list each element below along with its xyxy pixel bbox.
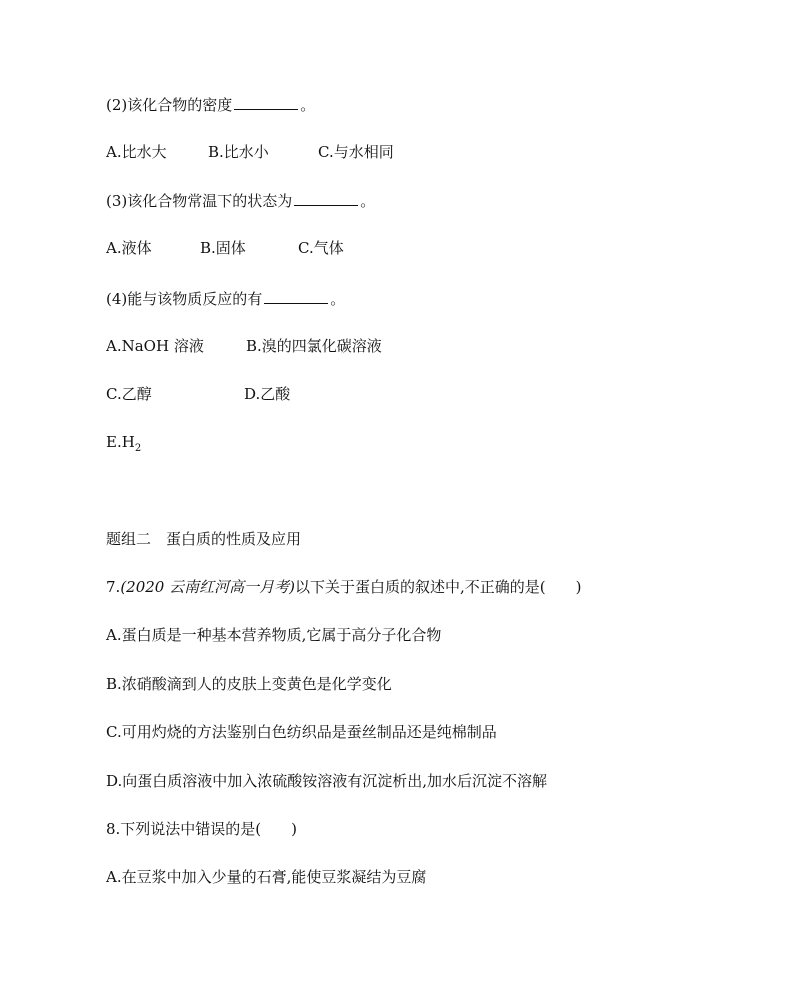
question-8-stem: 8.下列说法中错误的是( ) xyxy=(106,820,298,838)
question-number: 7. xyxy=(106,578,121,596)
question-text: (4)能与该物质反应的有 xyxy=(106,290,263,308)
section-heading: 题组二 蛋白质的性质及应用 xyxy=(106,530,302,548)
question-8-option-a: A.在豆浆中加入少量的石膏,能使豆浆凝结为豆腐 xyxy=(106,868,427,886)
option-a: A.NaOH 溶液 xyxy=(106,337,204,355)
question-7-option-d: D.向蛋白质溶液中加入浓硫酸铵溶液有沉淀析出,加水后沉淀不溶解 xyxy=(106,772,548,790)
question-text: 8.下列说法中错误的是( xyxy=(106,820,262,838)
question-text: 以下关于蛋白质的叙述中,不正确的是( xyxy=(294,578,546,596)
question-6-part-3-options xyxy=(106,238,344,258)
question-text: (3)该化合物常温下的状态为 xyxy=(106,192,293,210)
question-7-stem: 7.(2020 云南红河高一月考)以下关于蛋白质的叙述中,不正确的是( ) xyxy=(106,578,582,596)
option-b: B.比水小 xyxy=(208,143,269,161)
question-7-option-c: C.可用灼烧的方法鉴别白色纺织品是蚕丝制品还是纯棉制品 xyxy=(106,723,497,741)
option-c: C.与水相同 xyxy=(318,143,394,161)
option-b: B.溴的四氯化碳溶液 xyxy=(246,337,382,355)
option-e: E.H xyxy=(106,433,135,451)
question-6-part-4-options-row3 xyxy=(106,432,141,459)
question-6-part-3: (3)该化合物常温下的状态为 。 xyxy=(106,192,376,210)
answer-blank xyxy=(264,288,328,304)
question-7-option-a: A.蛋白质是一种基本营养物质,它属于高分子化合物 xyxy=(106,626,442,644)
question-6-part-4-options-row1 xyxy=(106,336,382,356)
option-b: B.固体 xyxy=(200,239,246,257)
question-6-part-4-options-row2 xyxy=(106,384,290,404)
answer-blank xyxy=(234,94,298,110)
question-6-part-4: (4)能与该物质反应的有 。 xyxy=(106,290,346,308)
option-a: A.液体 xyxy=(106,239,152,257)
question-6-part-2-options xyxy=(106,142,394,162)
option-a: A.比水大 xyxy=(106,143,167,161)
option-c: C.气体 xyxy=(298,239,344,257)
question-text: (2)该化合物的密度 xyxy=(106,96,233,114)
question-source: (2020 云南红河高一月考) xyxy=(120,578,295,596)
question-7-option-b: B.浓硝酸滴到人的皮肤上变黄色是化学变化 xyxy=(106,675,392,693)
question-6-part-2: (2)该化合物的密度 。 xyxy=(106,96,316,114)
subscript: 2 xyxy=(134,443,142,454)
option-c: C.乙醇 xyxy=(106,385,152,403)
answer-blank xyxy=(294,190,358,206)
option-d: D.乙酸 xyxy=(244,385,291,403)
